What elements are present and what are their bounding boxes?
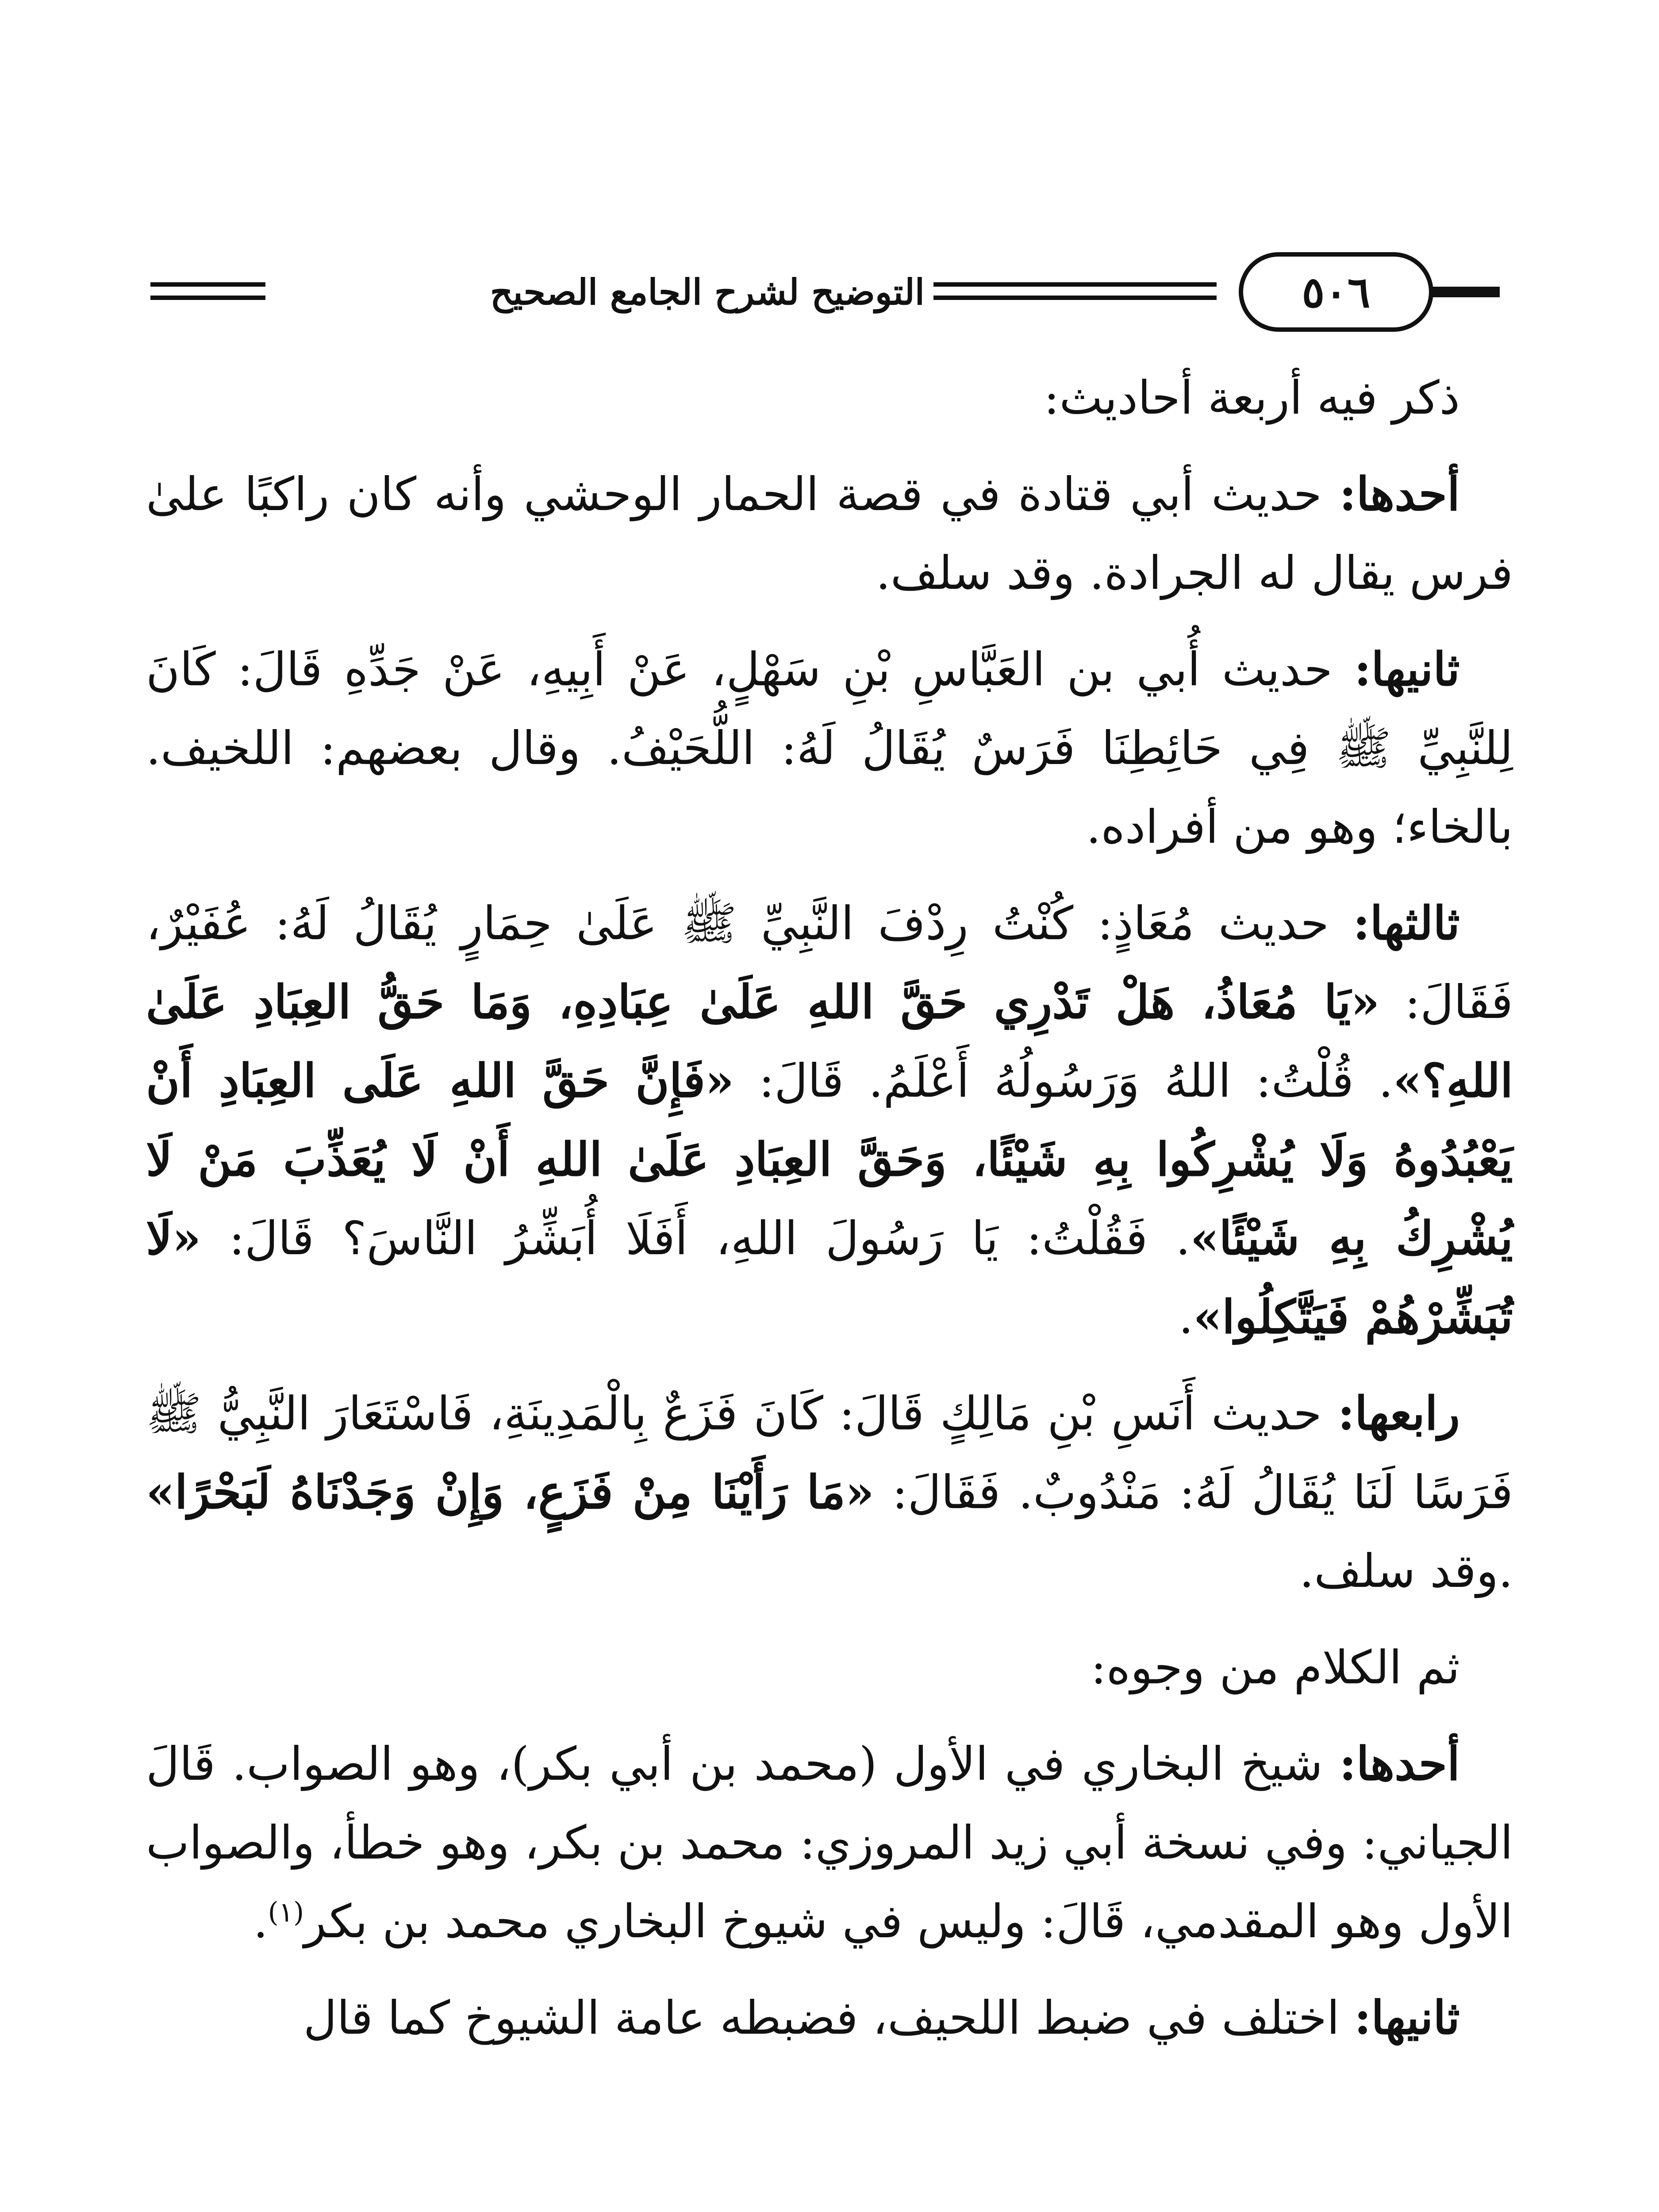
paragraph-text: حديث أُبي بن العَبَّاسِ بْنِ سَهْلٍ، عَنْ أَبِيهِ، عَنْ جَدِّهِ قَالَ: كَانَ لِلنَّبِيِّ ﷺ فِي حَائِطِنَا فَرَسٌ يُقَالُ لَهُ: اللُّحَيْفُ. وقال بعضهم: اللخيف. بالخاء؛ وهو من أفراده.	[146, 642, 1513, 854]
page-number-badge	[1239, 252, 1433, 332]
hadith-quote: «مَا رَأَيْنَا مِنْ فَزَعٍ، وَإِنْ وَجَدْنَاهُ لَبَحْرًا»	[146, 1465, 874, 1519]
footnote-reference[interactable]: (١)	[268, 1896, 304, 1928]
header-rule	[150, 282, 265, 287]
body-text	[146, 358, 1513, 2075]
paragraph-lead: رابعها:	[1337, 1386, 1460, 1440]
page-number: ٥٠٦	[1302, 267, 1371, 317]
paragraph-text: ذكر فيه أربعة أحاديث:	[1044, 371, 1460, 425]
paragraph-fourth-hadith	[146, 1374, 1513, 1610]
paragraph-first-hadith	[146, 455, 1513, 612]
header-ornament	[1425, 287, 1500, 297]
hadith-quote: «فَإِنَّ حَقَّ اللهِ عَلَى العِبَادِ أَنْ يَعْبُدُوهُ وَلَا يُشْرِكُوا بِهِ شَيْئًا، وَحَقَّ العِبَادِ عَلَىٰ اللهِ أَنْ لَا يُعَذِّبَ مَنْ لَا يُشْرِكُ بِهِ شَيْئًا»	[146, 1053, 1513, 1265]
paragraph-aspect-two	[146, 1978, 1513, 2057]
hadith-quote: «لَا تُبَشِّرْهُمْ فَيَتَّكِلُوا»	[146, 1211, 1513, 1344]
paragraph-intro	[146, 358, 1513, 437]
paragraph-text: شيخ البخاري في الأول (محمد بن أبي بكر)، وهو الصواب. قَالَ الجياني: وفي نسخة أبي زيد المروزي: محمد بن بكر، وهو خطأ، والصواب الأول وهو المقدمي، قَالَ: وليس في شيوخ البخاري محمد بن بكر	[146, 1737, 1513, 1948]
paragraph-third-hadith	[146, 884, 1513, 1356]
paragraph-text: .	[253, 1894, 268, 1948]
paragraph-text: حديث أبي قتادة في قصة الحمار الوحشي وأنه كان راكبًا علىٰ فرس يقال له الجرادة. وقد سلف.	[146, 467, 1513, 600]
paragraph-text: . فَقُلْتُ: يَا رَسُولَ اللهِ، أَفَلَا أُبَشِّرُ النَّاسَ؟ قَالَ:	[201, 1211, 1190, 1265]
running-header	[146, 248, 1500, 336]
paragraph-lead: ثانيها:	[1354, 1990, 1460, 2045]
paragraph-lead: ثانيها:	[1354, 642, 1460, 696]
paragraph-text: .وقد سلف.	[1299, 1544, 1513, 1598]
running-title: التوضيح لشرح الجامع الصحيح	[490, 271, 925, 313]
paragraph-text: ثم الكلام من وجوه:	[1091, 1640, 1460, 1694]
paragraph-lead: أحدها:	[1339, 1736, 1460, 1791]
paragraph-aspect-one	[146, 1724, 1513, 1961]
paragraph-second-hadith	[146, 630, 1513, 866]
header-rule	[933, 282, 1217, 287]
paragraph-text: اختلف في ضبط اللحيف، فضبطه عامة الشيوخ كما قال	[303, 1991, 1355, 2045]
paragraph-text: حديث أَنَسِ بْنِ مَالِكٍ قَالَ: كَانَ فَزَعٌ بِالْمَدِينَةِ، فَاسْتَعَارَ النَّبِيُّ ﷺ فَرَسًا لَنَا يُقَالُ لَهُ: مَنْدُوبٌ. فَقَالَ:	[146, 1386, 1513, 1519]
paragraph-lead: ثالثها:	[1353, 896, 1460, 950]
header-rule	[933, 296, 1217, 300]
header-rule	[150, 296, 265, 300]
paragraph-text: .	[1179, 1290, 1194, 1344]
paragraph-lead: أحدها:	[1339, 467, 1460, 521]
paragraph-aspects-intro	[146, 1628, 1513, 1707]
hadith-quote: «يَا مُعَاذُ، هَلْ تَدْرِي حَقَّ اللهِ عَلَىٰ عِبَادِهِ، وَمَا حَقُّ العِبَادِ عَلَىٰ اللهِ؟»	[146, 975, 1513, 1108]
paragraph-text: حديث مُعَاذٍ: كُنْتُ رِدْفَ النَّبِيِّ ﷺ عَلَىٰ حِمَارٍ يُقَالُ لَهُ: عُفَيْرٌ، فَقَالَ:	[146, 896, 1513, 1029]
paragraph-text: . قُلْتُ: اللهُ وَرَسُولُهُ أَعْلَمُ. قَالَ:	[734, 1054, 1394, 1108]
